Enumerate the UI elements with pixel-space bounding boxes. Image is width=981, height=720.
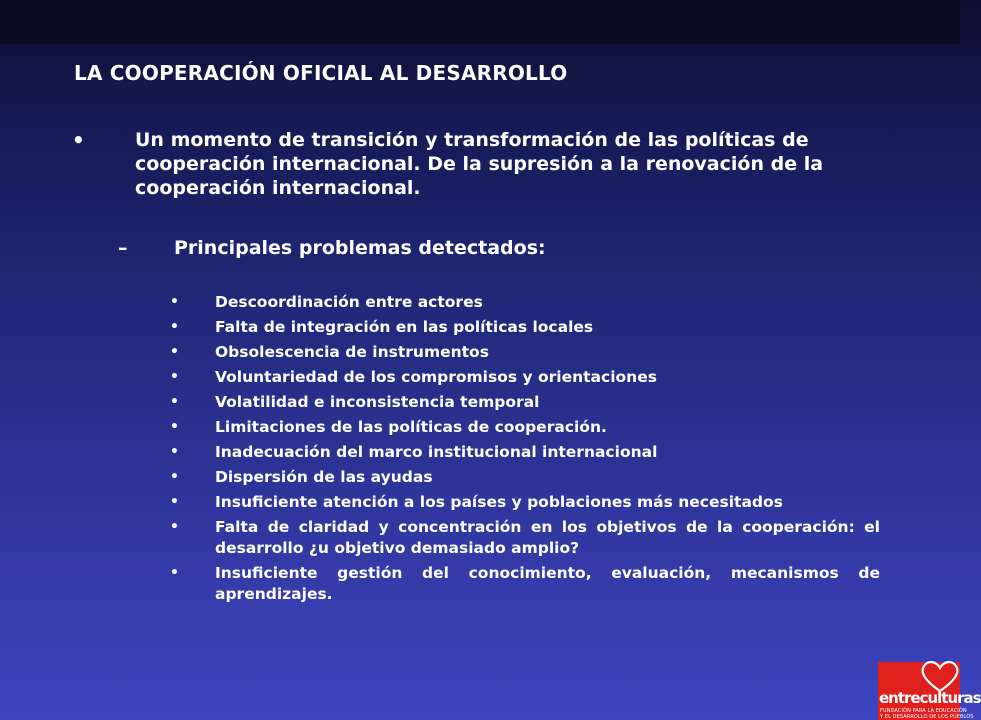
- bullet-icon: •: [170, 369, 179, 385]
- bullet-icon: •: [170, 469, 179, 485]
- list-item: [170, 417, 880, 438]
- sub-heading-dash: –: [118, 237, 128, 259]
- list-item: [170, 442, 880, 463]
- list-item: [170, 467, 880, 488]
- list-item: [170, 517, 880, 559]
- list-item: [170, 392, 880, 413]
- list-item-text: Voluntariedad de los compromisos y orientaciones: [215, 368, 657, 386]
- list-item-text: Obsolescencia de instrumentos: [215, 343, 489, 361]
- sub-heading-text: Principales problemas detectados:: [174, 237, 546, 259]
- bullet-icon: •: [170, 494, 179, 510]
- bullet-icon: •: [170, 419, 179, 435]
- list-item: [170, 292, 880, 313]
- list-item-text: Dispersión de las ayudas: [215, 468, 433, 486]
- main-point: [72, 128, 892, 200]
- sub-heading: [118, 237, 546, 259]
- bullet-icon: •: [170, 344, 179, 360]
- list-item-text: Falta de claridad y concentración en los objetivos de la cooperación: el desarrollo ¿u objetivo demasiado amplio?: [215, 518, 880, 557]
- list-item-text: Limitaciones de las políticas de cooperación.: [215, 418, 607, 436]
- list-item: [170, 367, 880, 388]
- top-band: [0, 0, 960, 44]
- bullet-icon: •: [170, 565, 179, 581]
- slide-title: LA COOPERACIÓN OFICIAL AL DESARROLLO: [74, 61, 568, 85]
- main-point-text: Un momento de transición y transformación de las políticas de cooperación internacional. De la supresión a la renovación de la cooperación internacional.: [135, 129, 824, 199]
- list-item: [170, 563, 880, 605]
- bullet-icon: •: [170, 519, 179, 535]
- entreculturas-logo: [878, 662, 981, 720]
- list-item-text: Falta de integración en las políticas locales: [215, 318, 594, 336]
- list-item-text: Insuficiente gestión del conocimiento, evaluación, mecanismos de aprendizajes.: [215, 564, 880, 603]
- list-item-text: Volatilidad e inconsistencia temporal: [215, 393, 540, 411]
- bullet-icon: •: [170, 394, 179, 410]
- bullet-icon: •: [170, 294, 179, 310]
- list-item-text: Insuficiente atención a los países y poblaciones más necesitados: [215, 493, 783, 511]
- problems-list: [170, 292, 880, 609]
- list-item: [170, 317, 880, 338]
- bullet-icon: •: [170, 319, 179, 335]
- list-item-text: Descoordinación entre actores: [215, 293, 483, 311]
- main-point-bullet: •: [72, 128, 85, 152]
- list-item: [170, 492, 880, 513]
- logo-brand: entreculturas: [879, 689, 981, 707]
- list-item-text: Inadecuación del marco institucional internacional: [215, 443, 658, 461]
- logo-tagline-1: FUNDACIÓN PARA LA EDUCACIÓN: [880, 708, 967, 714]
- bullet-icon: •: [170, 444, 179, 460]
- list-item: [170, 342, 880, 363]
- logo-tagline-2: Y EL DESARROLLO DE LOS PUEBLOS: [880, 714, 974, 720]
